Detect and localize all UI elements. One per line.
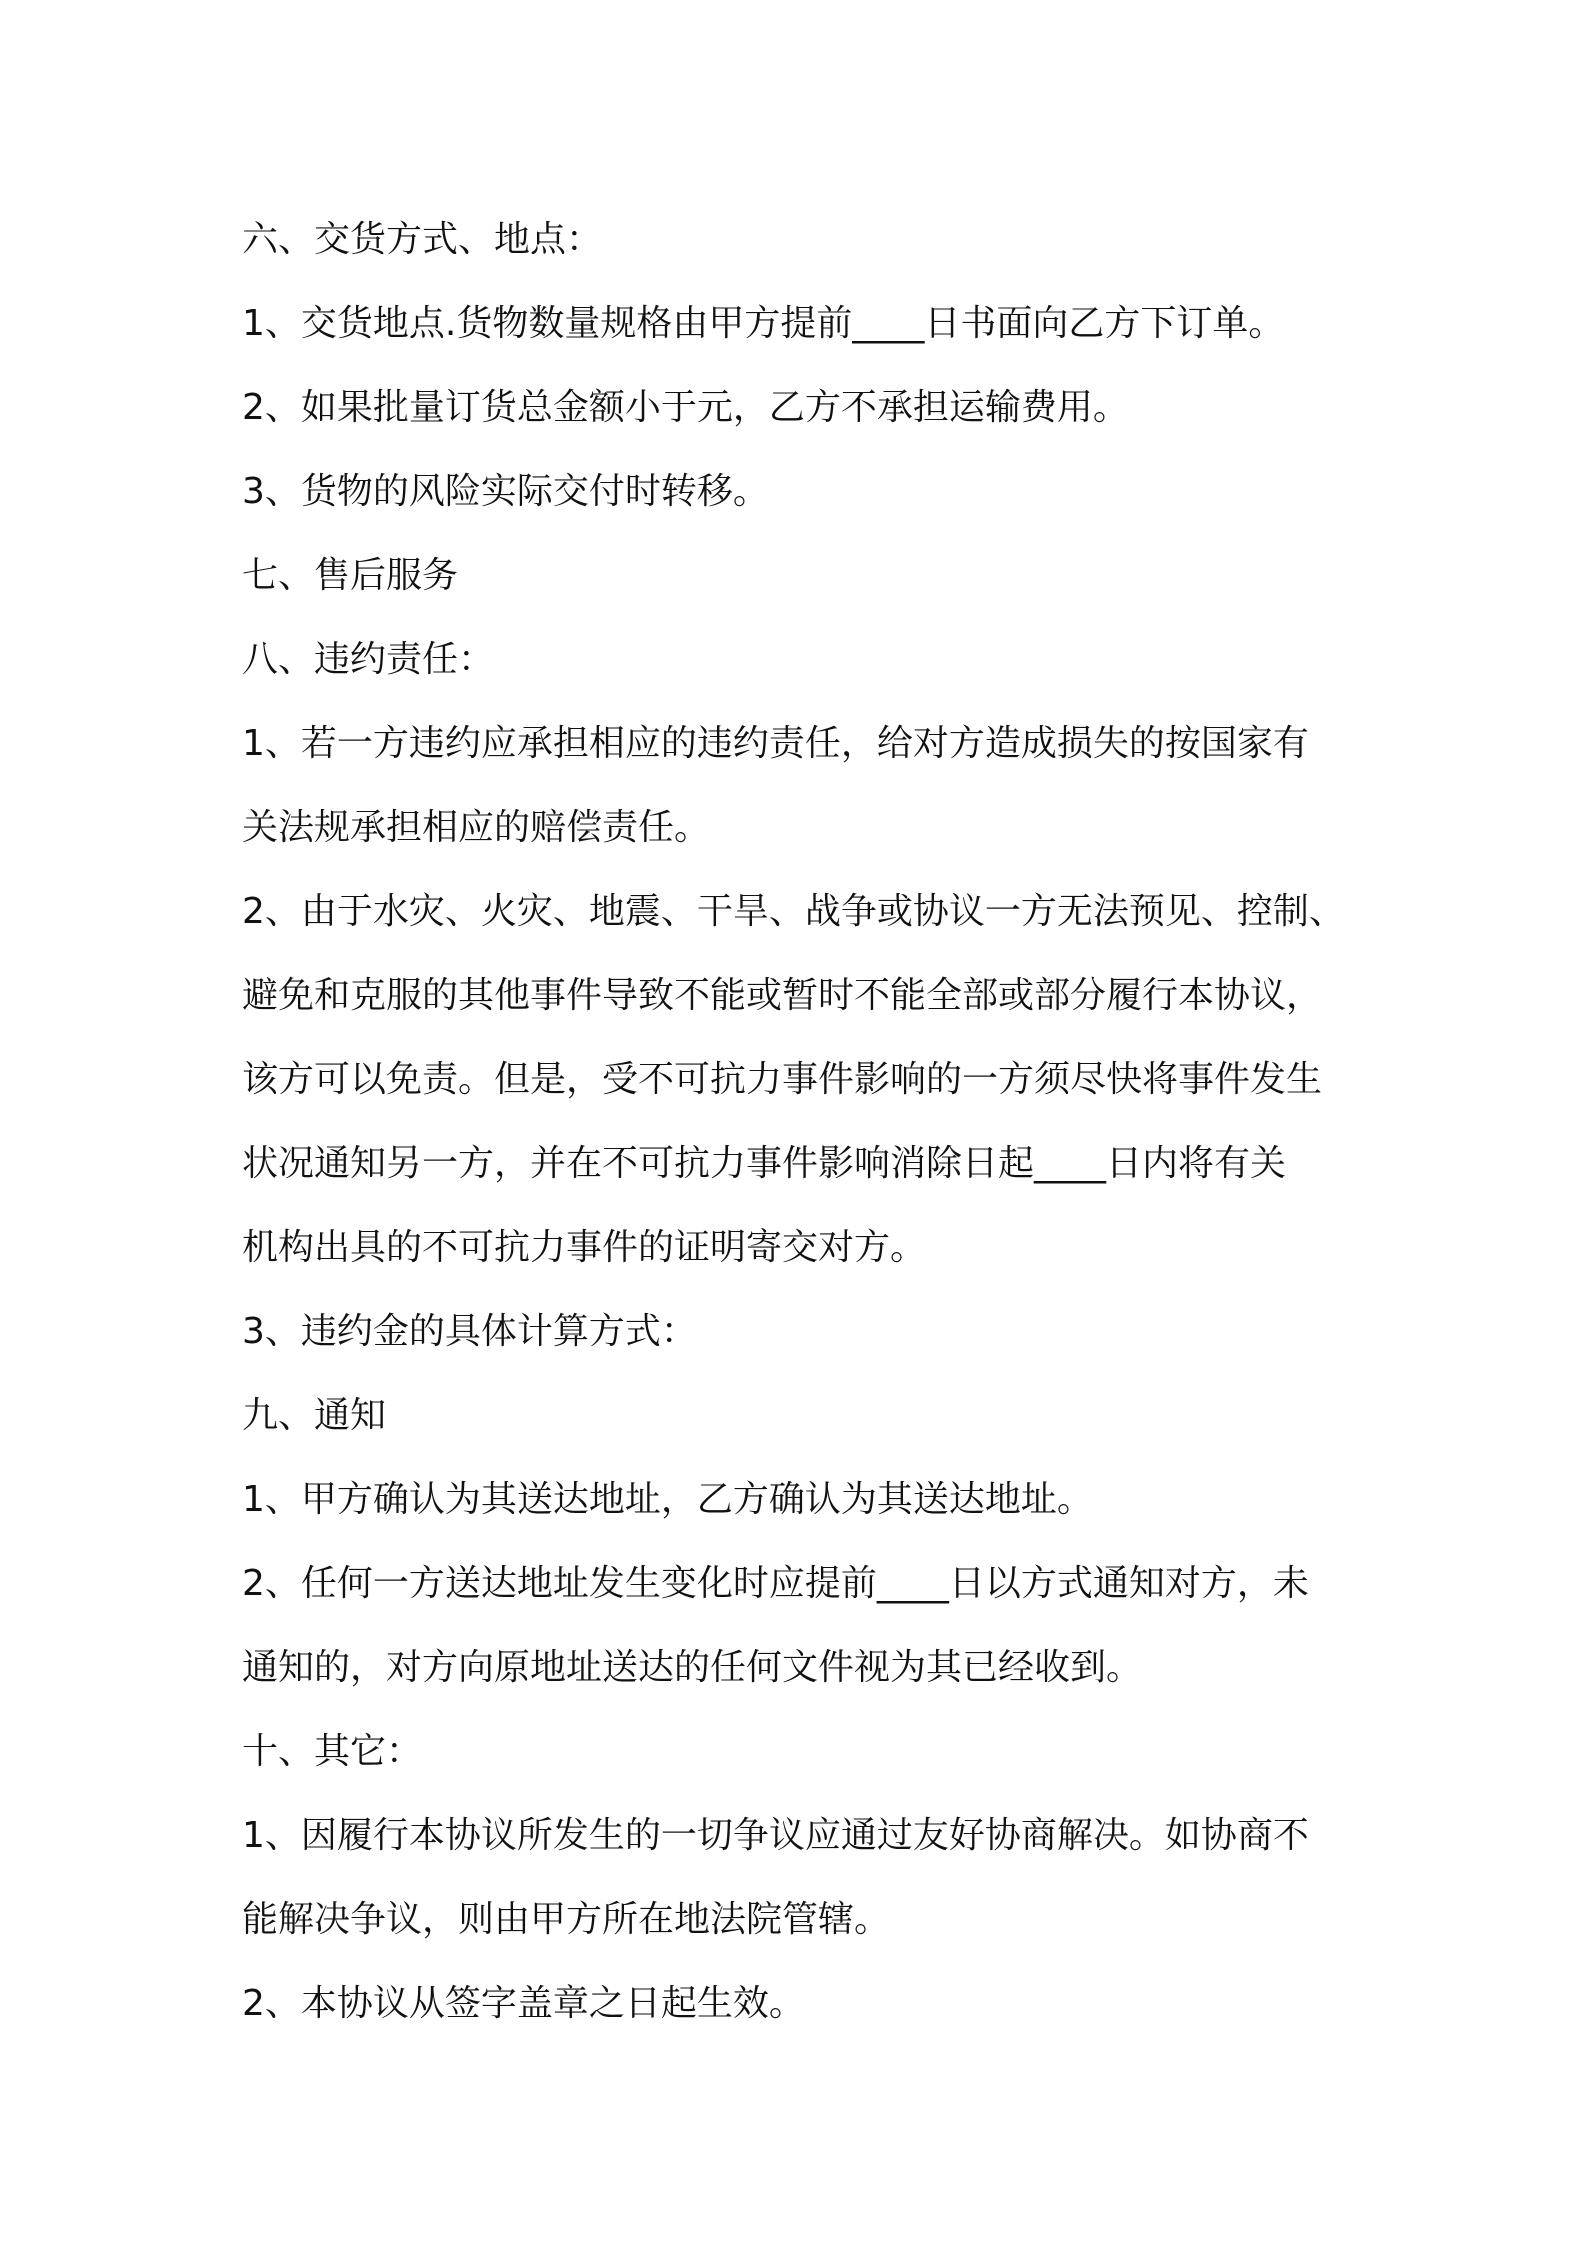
section-heading-notice: 九、通知 bbox=[242, 1395, 387, 1436]
paragraph-line: 3、违约金的具体计算方式： bbox=[242, 1311, 697, 1352]
paragraph-line: 2、由于水灾、火灾、地震、干旱、战争或协议一方无法预见、控制、 bbox=[242, 891, 1345, 932]
paragraph-line: 机构出具的不可抗力事件的证明寄交对方。 bbox=[242, 1227, 927, 1268]
paragraph-line: 1、若一方违约应承担相应的违约责任，给对方造成损失的按国家有 bbox=[242, 723, 1309, 764]
paragraph-line: 3、货物的风险实际交付时转移。 bbox=[242, 471, 769, 512]
section-heading-other: 十、其它： bbox=[242, 1731, 423, 1772]
paragraph-line: 2、任何一方送达地址发生变化时应提前____日以方式通知对方，未 bbox=[242, 1563, 1309, 1604]
paragraph-line: 该方可以免责。但是，受不可抗力事件影响的一方须尽快将事件发生 bbox=[242, 1059, 1323, 1100]
paragraph-line: 2、本协议从签字盖章之日起生效。 bbox=[242, 1983, 805, 2024]
section-heading-after-sales: 七、售后服务 bbox=[242, 555, 459, 596]
paragraph-line: 避免和克服的其他事件导致不能或暂时不能全部或部分履行本协议， bbox=[242, 975, 1323, 1016]
paragraph-line: 1、交货地点.货物数量规格由甲方提前____日书面向乙方下订单。 bbox=[242, 303, 1285, 344]
document-body bbox=[242, 198, 1362, 2046]
paragraph-line: 能解决争议，则由甲方所在地法院管辖。 bbox=[242, 1899, 891, 1940]
paragraph-line: 通知的，对方向原地址送达的任何文件视为其已经收到。 bbox=[242, 1647, 1143, 1688]
paragraph-line: 1、甲方确认为其送达地址，乙方确认为其送达地址。 bbox=[242, 1479, 1093, 1520]
paragraph-line: 状况通知另一方，并在不可抗力事件影响消除日起____日内将有关 bbox=[242, 1143, 1287, 1184]
paragraph-line: 2、如果批量订货总金额小于元，乙方不承担运输费用。 bbox=[242, 387, 1129, 428]
paragraph-line: 关法规承担相应的赔偿责任。 bbox=[242, 807, 711, 848]
section-heading-delivery: 六、交货方式、地点： bbox=[242, 219, 603, 260]
paragraph-line: 1、因履行本协议所发生的一切争议应通过友好协商解决。如协商不 bbox=[242, 1815, 1309, 1856]
section-heading-liability: 八、违约责任： bbox=[242, 639, 495, 680]
